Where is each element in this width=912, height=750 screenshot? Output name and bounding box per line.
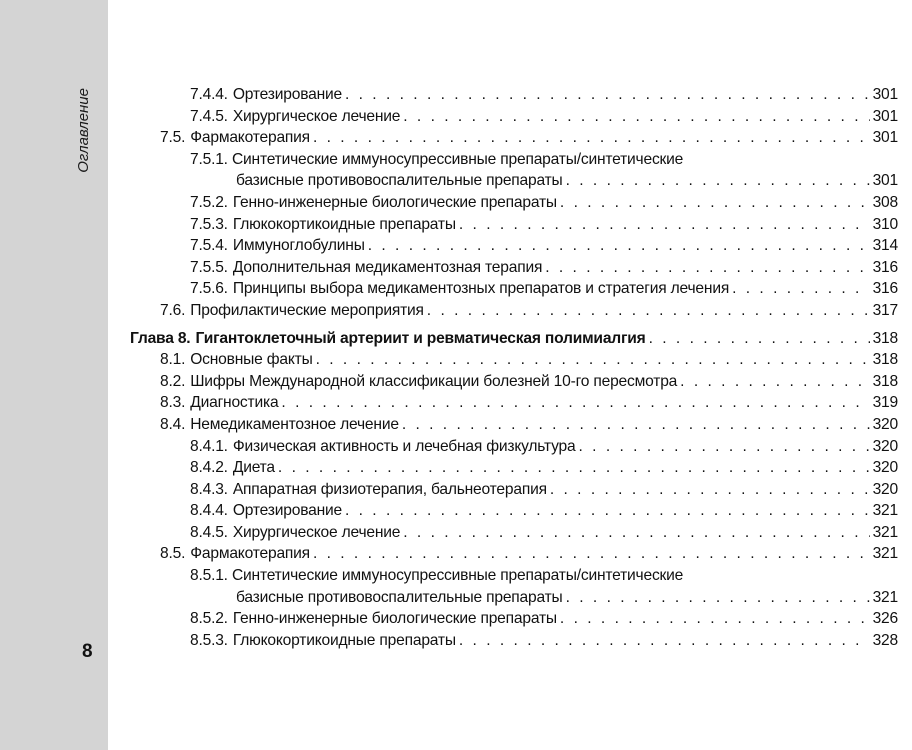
entry-number: 8.1. xyxy=(160,351,186,369)
dot-leader xyxy=(459,630,870,652)
toc-entry-8-4-1[interactable] xyxy=(130,436,898,458)
section-label: Оглавление xyxy=(75,88,92,173)
entry-number: 7.5.1. xyxy=(190,150,228,168)
entry-number: 7.5.3. xyxy=(190,215,228,233)
entry-first-line xyxy=(130,565,898,587)
entry-page: 326 xyxy=(872,610,898,628)
entry-title: Фармакотерапия xyxy=(190,129,310,147)
entry-title: Хирургическое лечение xyxy=(232,107,401,125)
entry-page: 316 xyxy=(872,258,898,276)
dot-leader xyxy=(459,214,870,236)
toc-entry-8-4-2[interactable] xyxy=(130,457,898,479)
entry-title: Шифры Международной классификации болезней 10-го пересмотра xyxy=(190,372,678,390)
entry-number: 8.4.1. xyxy=(190,437,228,455)
toc-entry-8-4-5[interactable] xyxy=(130,522,898,544)
toc-entry-8-3[interactable] xyxy=(130,392,898,414)
entry-title: Немедикаментозное лечение xyxy=(190,415,399,433)
chapter-number: Глава 8. xyxy=(130,329,191,347)
entry-title: Фармакотерапия xyxy=(190,545,310,563)
toc-entry-8-5-1[interactable] xyxy=(130,565,898,608)
entry-title: Ортезирование xyxy=(232,502,342,520)
table-of-contents xyxy=(130,84,898,651)
entry-page: 310 xyxy=(872,215,898,233)
dot-leader xyxy=(550,479,870,501)
dot-leader xyxy=(402,414,870,436)
entry-page: 318 xyxy=(872,329,898,347)
toc-entry-7-5-4[interactable] xyxy=(130,235,898,257)
dot-leader xyxy=(427,300,870,322)
entry-page: 301 xyxy=(872,129,898,147)
entry-title: Принципы выбора медикаментозных препаратов и стратегия лечения xyxy=(232,280,730,298)
entry-number: 7.5. xyxy=(160,129,186,147)
dot-leader xyxy=(313,543,870,565)
dot-leader xyxy=(560,608,870,630)
entry-title: Глюкокортикоидные препараты xyxy=(232,631,456,649)
entry-title: Генно-инженерные биологические препараты xyxy=(232,193,557,211)
entry-second-line xyxy=(130,587,898,609)
toc-entry-7-5[interactable] xyxy=(130,127,898,149)
entry-number: 8.4. xyxy=(160,415,186,433)
entry-page: 301 xyxy=(872,107,898,125)
entry-number: 8.5.1. xyxy=(190,567,228,585)
toc-entry-8-4[interactable] xyxy=(130,414,898,436)
entry-title-line1: Синтетические иммуносупрессивные препараты/синтетические xyxy=(231,567,684,585)
entry-number: 8.4.2. xyxy=(190,459,228,477)
entry-page: 321 xyxy=(872,588,898,606)
entry-title: Хирургическое лечение xyxy=(232,523,401,541)
entry-title: Аппаратная физиотерапия, бальнеотерапия xyxy=(232,480,547,498)
entry-number: 8.4.3. xyxy=(190,480,228,498)
toc-entry-8-5[interactable] xyxy=(130,543,898,565)
entry-title: Иммуноглобулины xyxy=(232,237,365,255)
dot-leader xyxy=(566,170,870,192)
toc-entry-8-2[interactable] xyxy=(130,371,898,393)
entry-number: 7.4.5. xyxy=(190,107,228,125)
dot-leader xyxy=(278,457,870,479)
entry-title: Дополнительная медикаментозная терапия xyxy=(232,258,543,276)
entry-page: 321 xyxy=(872,523,898,541)
entry-page: 320 xyxy=(872,459,898,477)
entry-number: 7.5.4. xyxy=(190,237,228,255)
toc-entry-7-4-5[interactable] xyxy=(130,106,898,128)
entry-page: 317 xyxy=(872,301,898,319)
dot-leader xyxy=(680,371,869,393)
toc-entry-8-4-4[interactable] xyxy=(130,500,898,522)
entry-title: Глюкокортикоидные препараты xyxy=(232,215,456,233)
entry-number: 8.4.5. xyxy=(190,523,228,541)
dot-leader xyxy=(345,500,870,522)
entry-number: 8.2. xyxy=(160,372,186,390)
dot-leader xyxy=(560,192,870,214)
entry-number: 7.5.5. xyxy=(190,258,228,276)
chapter-title: Гигантоклеточный артериит и ревматическая полимиалгия xyxy=(195,329,646,347)
entry-title-line1: Синтетические иммуносупрессивные препараты/синтетические xyxy=(231,150,684,168)
entry-page: 301 xyxy=(872,172,898,190)
dot-leader xyxy=(313,127,870,149)
entry-title: Ортезирование xyxy=(232,86,342,103)
toc-entry-7-5-2[interactable] xyxy=(130,192,898,214)
entry-number: 8.5.3. xyxy=(190,631,228,649)
dot-leader xyxy=(403,522,869,544)
dot-leader xyxy=(368,235,870,257)
entry-page: 320 xyxy=(872,480,898,498)
entry-title: Физическая активность и лечебная физкультура xyxy=(232,437,576,455)
entry-page: 319 xyxy=(872,394,898,412)
entry-page: 318 xyxy=(872,351,898,369)
entry-page: 320 xyxy=(872,437,898,455)
toc-entry-7-5-3[interactable] xyxy=(130,214,898,236)
dot-leader xyxy=(281,392,869,414)
entry-page: 314 xyxy=(872,237,898,255)
entry-number: 8.5. xyxy=(160,545,186,563)
toc-entry-8-5-2[interactable] xyxy=(130,608,898,630)
toc-entry-7-4-4[interactable] xyxy=(130,84,898,106)
entry-title: Основные факты xyxy=(190,351,313,369)
dot-leader xyxy=(403,106,869,128)
toc-entry-7-5-6[interactable] xyxy=(130,278,898,300)
dot-leader xyxy=(566,587,870,609)
dot-leader xyxy=(732,278,870,300)
entry-page: 321 xyxy=(872,502,898,520)
entry-title-line2: базисные противовоспалительные препараты xyxy=(236,588,563,606)
entry-second-line xyxy=(130,170,898,192)
page-number: 8 xyxy=(82,641,93,662)
entry-number: 7.4.4. xyxy=(190,86,228,103)
entry-page: 301 xyxy=(872,86,898,103)
entry-title-line2: базисные противовоспалительные препараты xyxy=(236,172,563,190)
toc-entry-8-4-3[interactable] xyxy=(130,479,898,501)
entry-page: 328 xyxy=(872,631,898,649)
dot-leader xyxy=(345,84,870,106)
entry-title: Профилактические мероприятия xyxy=(190,301,424,319)
entry-page: 316 xyxy=(872,280,898,298)
entry-page: 318 xyxy=(872,372,898,390)
entry-number: 8.5.2. xyxy=(190,610,228,628)
dot-leader xyxy=(545,257,869,279)
entry-title: Диета xyxy=(232,459,275,477)
entry-page: 320 xyxy=(872,415,898,433)
dot-leader xyxy=(649,328,870,350)
toc-chapter-8[interactable] xyxy=(130,328,898,350)
entry-number: 7.5.2. xyxy=(190,193,228,211)
entry-number: 8.4.4. xyxy=(190,502,228,520)
entry-number: 7.5.6. xyxy=(190,280,228,298)
entry-number: 8.3. xyxy=(160,394,186,412)
entry-title: Генно-инженерные биологические препараты xyxy=(232,610,557,628)
entry-page: 321 xyxy=(872,545,898,563)
toc-entry-7-5-1[interactable] xyxy=(130,149,898,192)
entry-first-line xyxy=(130,149,898,171)
toc-entry-8-1[interactable] xyxy=(130,349,898,371)
entry-number: 7.6. xyxy=(160,301,186,319)
entry-page: 308 xyxy=(872,193,898,211)
dot-leader xyxy=(579,436,870,458)
toc-entry-7-6[interactable] xyxy=(130,300,898,322)
entry-title: Диагностика xyxy=(190,394,279,412)
dot-leader xyxy=(316,349,870,371)
toc-entry-7-5-5[interactable] xyxy=(130,257,898,279)
toc-entry-8-5-3[interactable] xyxy=(130,630,898,652)
